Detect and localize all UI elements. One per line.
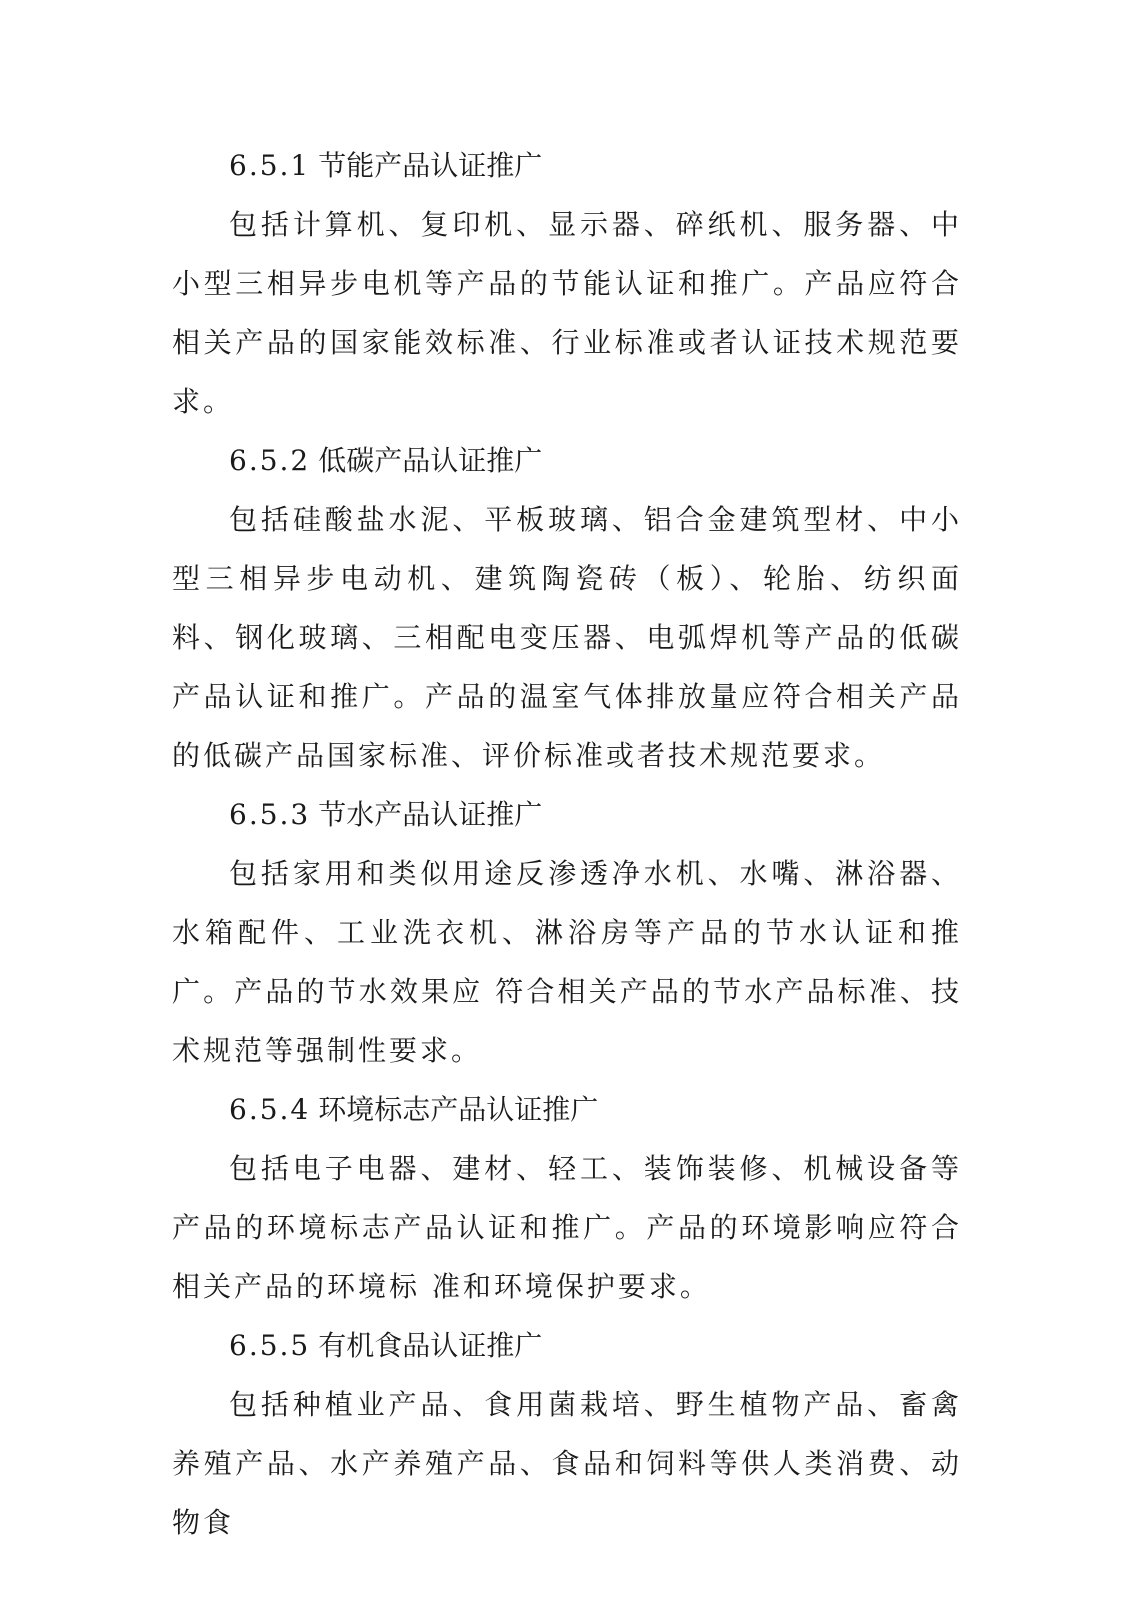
section-title: 有机食品认证推广 [318, 1329, 543, 1362]
section-paragraph-6-5-3: 包括家用和类似用途反渗透净水机、水嘴、淋浴器、水箱配件、工业洗衣机、淋浴房等产品的节水认证和推广。产品的节水效果应 符合相关产品的节水产品标准、技术规范等强制性要求。 [172, 857, 962, 1067]
section-number: 6.5.1 [229, 149, 311, 182]
section-number: 6.5.3 [229, 798, 311, 831]
section-paragraph-6-5-1: 包括计算机、复印机、显示器、碎纸机、服务器、中小型三相异步电机等产品的节能认证和推广。产品应符合相关产品的国家能效标准、行业标准或者认证技术规范要求。 [172, 208, 962, 418]
section-title: 低碳产品认证推广 [318, 444, 543, 477]
section-number: 6.5.4 [229, 1093, 311, 1126]
section-heading-6-5-2 [172, 431, 962, 490]
section-title: 环境标志产品认证推广 [318, 1093, 599, 1126]
section-title: 节水产品认证推广 [318, 798, 543, 831]
section-heading-6-5-1 [172, 136, 962, 195]
section-paragraph-6-5-4: 包括电子电器、建材、轻工、装饰装修、机械设备等产品的环境标志产品认证和推广。产品的环境影响应符合相关产品的环境标 准和环境保护要求。 [172, 1152, 962, 1303]
section-heading-6-5-3 [172, 785, 962, 844]
section-title: 节能产品认证推广 [318, 149, 543, 182]
section-paragraph-6-5-2: 包括硅酸盐水泥、平板玻璃、铝合金建筑型材、中小型三相异步电动机、建筑陶瓷砖（板）、轮胎、纺织面料、钢化玻璃、三相配电变压器、电弧焊机等产品的低碳产品认证和推广。产品的温室气体排放量应符合相关产品的低碳产品国家标准、评价标准或者技术规范要求。 [172, 503, 962, 772]
section-number: 6.5.5 [229, 1329, 311, 1362]
section-number: 6.5.2 [229, 444, 311, 477]
section-heading-6-5-4 [172, 1080, 962, 1139]
section-paragraph-6-5-5: 包括种植业产品、食用菌栽培、野生植物产品、畜禽养殖产品、水产养殖产品、食品和饲料等供人类消费、动物食 [172, 1388, 962, 1539]
document-body [172, 136, 962, 1552]
section-heading-6-5-5 [172, 1316, 962, 1375]
